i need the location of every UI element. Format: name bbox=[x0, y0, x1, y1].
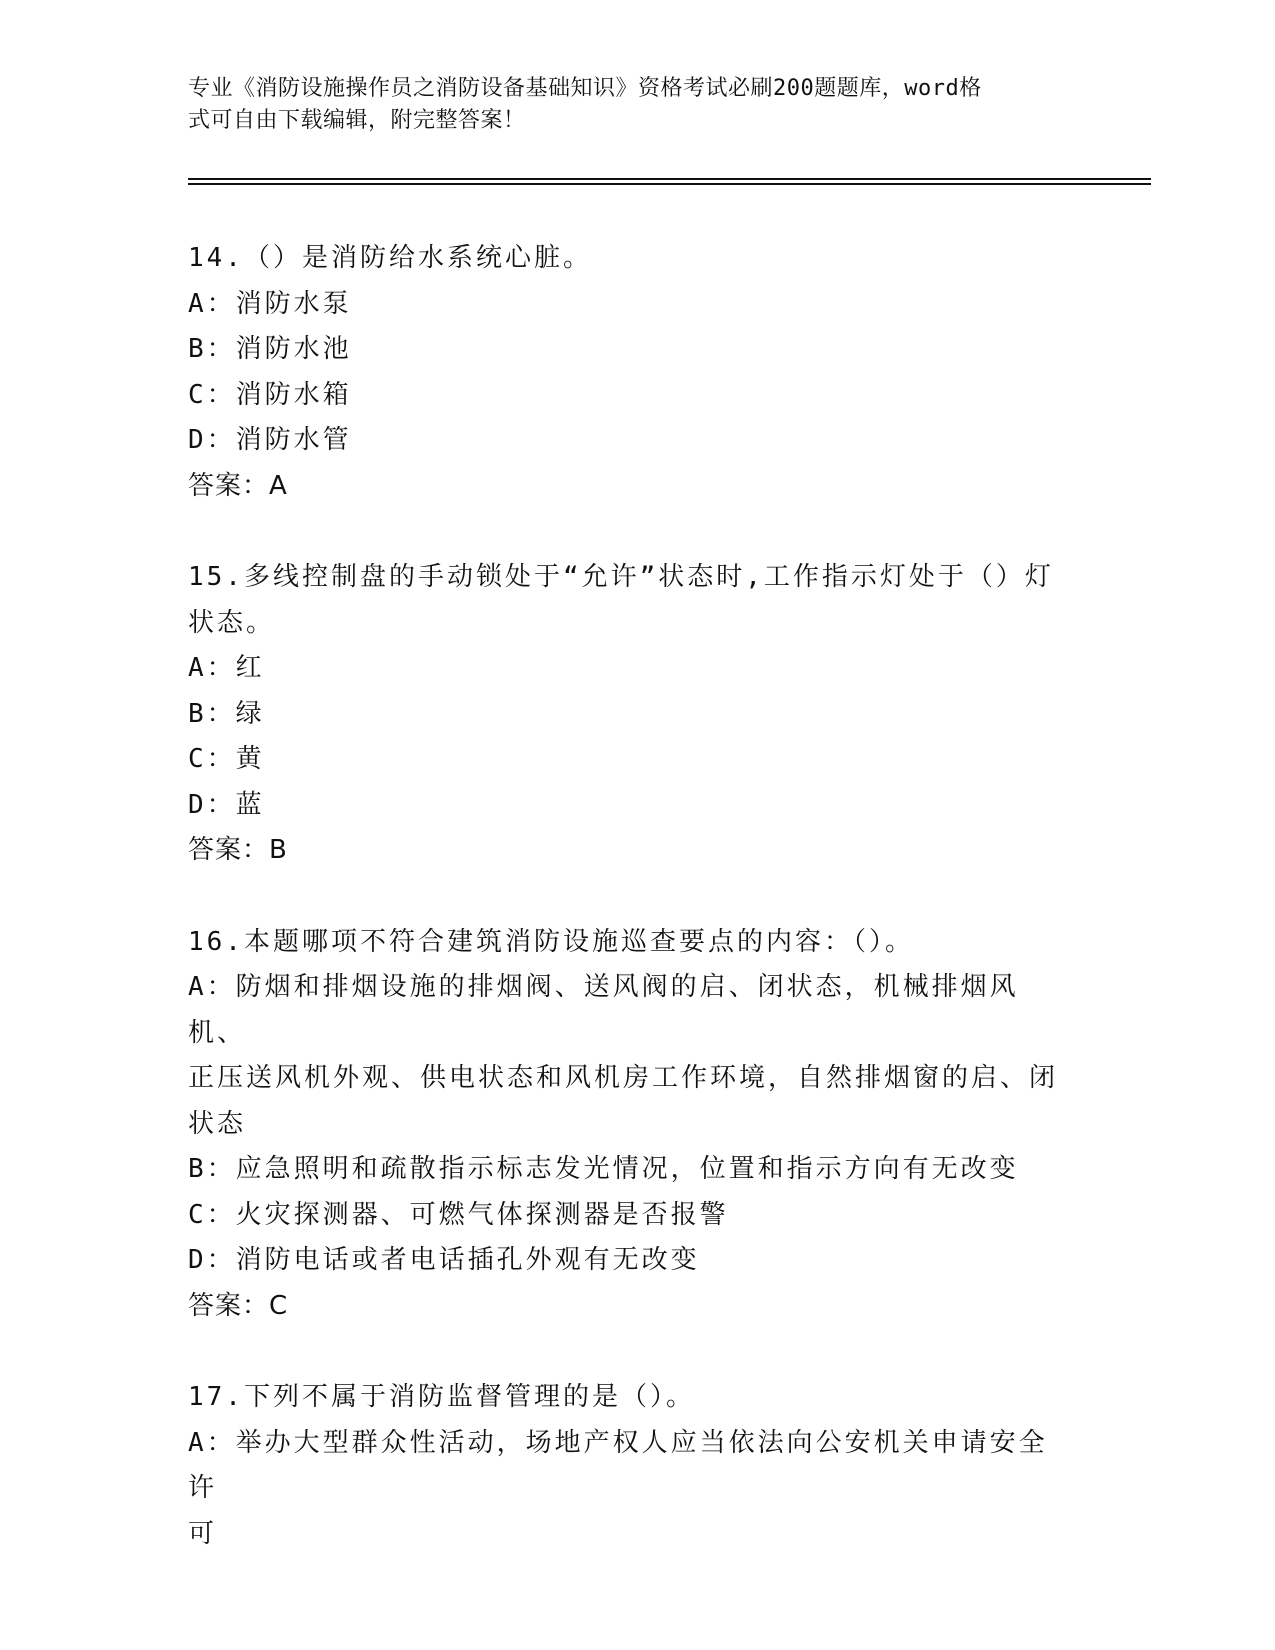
question-block bbox=[188, 236, 1068, 509]
question-stem-line: 17.下列不属于消防监督管理的是（）。 bbox=[188, 1382, 695, 1412]
answer-option-line: C：黄 bbox=[188, 744, 265, 774]
header-divider-bottom bbox=[188, 183, 1151, 185]
document-header bbox=[188, 73, 1068, 137]
question-stem-line: 状态。 bbox=[188, 607, 276, 638]
answer-option-line: C：火灾探测器、可燃气体探测器是否报警 bbox=[188, 1199, 729, 1230]
answer-option-line: C：消防水箱 bbox=[188, 379, 352, 410]
answer-option-line: A：举办大型群众性活动，场地产权人应当依法向公安机关申请安全许 bbox=[188, 1427, 1048, 1503]
answer-option-line: 可 bbox=[188, 1518, 218, 1549]
answer-option-line: B：绿 bbox=[188, 698, 265, 729]
header-line-1: 专业《消防设施操作员之消防设备基础知识》资格考试必刷200题题库，word格 bbox=[188, 76, 982, 101]
question-stem-line: 14.（）是消防给水系统心脏。 bbox=[188, 243, 592, 273]
answer-option-line: 状态 bbox=[188, 1108, 247, 1139]
question-list bbox=[188, 236, 1068, 1603]
header-divider-top bbox=[188, 178, 1151, 180]
question-stem-line: 16.本题哪项不符合建筑消防设施巡查要点的内容：（）。 bbox=[188, 926, 914, 957]
answer-key: 答案：A bbox=[188, 470, 288, 501]
question-block bbox=[188, 555, 1068, 874]
answer-option-line: A：防烟和排烟设施的排烟阀、送风阀的启、闭状态，机械排烟风机、 bbox=[188, 972, 1019, 1048]
answer-option-line: D：蓝 bbox=[188, 789, 265, 820]
answer-key: 答案：B bbox=[188, 835, 288, 865]
answer-key: 答案：C bbox=[188, 1290, 289, 1321]
header-line-2: 式可自由下载编辑，附完整答案！ bbox=[188, 108, 526, 133]
answer-option-line: 正压送风机外观、供电状态和风机房工作环境，自然排烟窗的启、闭 bbox=[188, 1063, 1059, 1093]
question-stem-line: 15.多线控制盘的手动锁处于“允许”状态时,工作指示灯处于（）灯 bbox=[188, 562, 1054, 592]
answer-option-line: A：消防水泵 bbox=[188, 288, 352, 319]
answer-option-line: B：应急照明和疏散指示标志发光情况，位置和指示方向有无改变 bbox=[188, 1154, 1019, 1184]
answer-option-line: D：消防电话或者电话插孔外观有无改变 bbox=[188, 1245, 700, 1275]
question-block bbox=[188, 1375, 1068, 1557]
answer-option-line: A：红 bbox=[188, 653, 265, 683]
answer-option-line: B：消防水池 bbox=[188, 334, 352, 364]
question-block bbox=[188, 920, 1068, 1330]
answer-option-line: D：消防水管 bbox=[188, 425, 352, 455]
